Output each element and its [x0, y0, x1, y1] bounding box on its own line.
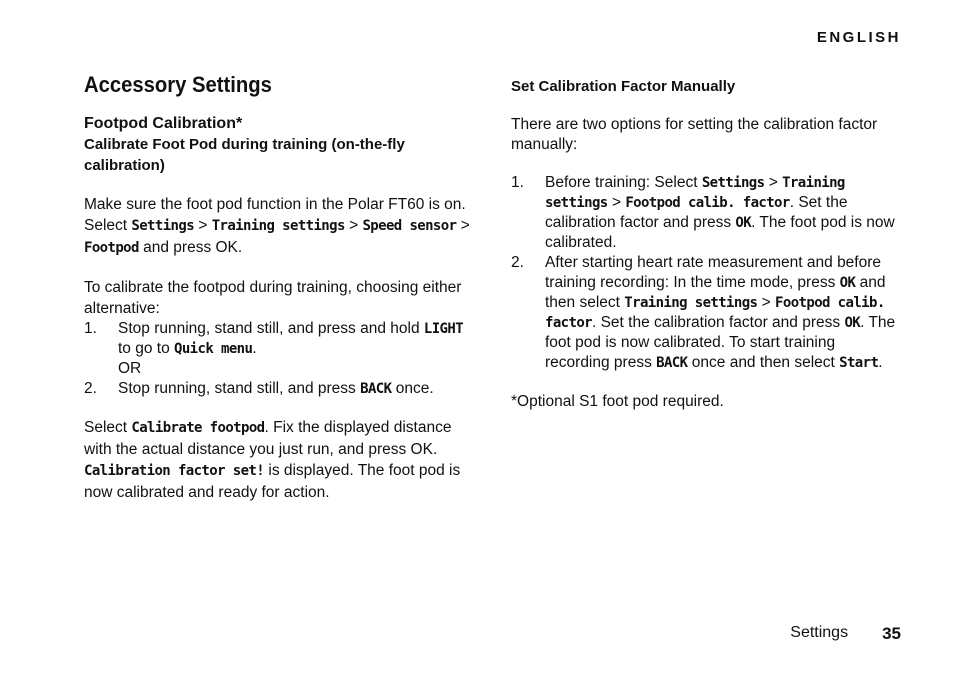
ui-term-training-settings: Training settings — [624, 295, 758, 311]
ui-term-ok: OK — [844, 315, 861, 331]
right-column — [511, 72, 901, 412]
list-item: 2. After starting heart rate measurement and before training recording: In the time mode, press OK and then select Training settings > Footpod calib. factor. Set the calibration factor and press OK. The foot pod is now calibrated. To start training recording press BACK once and then select Start. — [511, 254, 896, 371]
ui-term-settings: Settings — [701, 175, 765, 191]
ui-term-footpod: Footpod — [84, 240, 139, 256]
calibration-steps-list — [84, 319, 476, 399]
left-column — [84, 72, 476, 503]
footnote: *Optional S1 foot pod required. — [511, 393, 724, 410]
section-subtitle: Footpod Calibration* — [84, 115, 243, 132]
list-item: 1. Before training: Select Settings > Training settings > Footpod calib. factor. Set the calibration factor and press OK. The foot pod is now calibrated. — [511, 174, 895, 251]
ui-term-settings: Settings — [131, 218, 195, 234]
list-item: 1. Stop running, stand still, and press and hold LIGHT to go to Quick menu. OR — [84, 320, 464, 377]
ui-term-start: Start — [839, 355, 879, 371]
footer-section-name: Settings — [790, 624, 849, 641]
manual-steps-list — [511, 173, 901, 373]
intro-paragraph: Make sure the foot pod function in the Polar FT60 is on. Select Settings > Training settings > Speed sensor > Footpod and press OK. — [84, 196, 470, 256]
ui-term-training-settings: Training settings — [211, 218, 345, 234]
page-number: 35 — [882, 624, 901, 643]
ui-term-footpod-calib-factor: Footpod calib. factor — [545, 295, 885, 331]
ui-term-back: BACK — [656, 355, 688, 371]
ui-term-light: LIGHT — [423, 321, 464, 337]
ui-term-speed-sensor: Speed sensor — [362, 218, 457, 234]
ui-term-calibration-factor-set: Calibration factor set! — [84, 463, 265, 479]
calibrate-instructions: To calibrate the footpod during training, choosing either alternative: — [84, 279, 462, 317]
page-title: Accessory Settings — [84, 72, 272, 97]
section-subheading: Calibrate Foot Pod during training (on-the-fly calibration) — [84, 136, 405, 174]
manual-calibration-heading: Set Calibration Factor Manually — [511, 78, 736, 95]
ui-term-calibrate-footpod: Calibrate footpod — [131, 420, 265, 436]
page-footer — [790, 624, 901, 644]
ui-term-ok: OK — [839, 275, 856, 291]
select-paragraph: Select Calibrate footpod. Fix the displayed distance with the actual distance you just run, and press OK. Calibration factor set! is displayed. The foot pod is now calibrated and ready for action. — [84, 419, 461, 501]
ui-term-back: BACK — [360, 381, 392, 397]
ui-term-training-settings: Training settings — [545, 175, 845, 211]
language-label: ENGLISH — [816, 29, 901, 46]
ui-term-quick-menu: Quick menu — [174, 341, 253, 357]
ui-term-footpod-calib-factor: Footpod calib. factor — [625, 195, 790, 211]
list-item: 2. Stop running, stand still, and press BACK once. — [84, 380, 434, 397]
manual-intro: There are two options for setting the calibration factor manually: — [511, 116, 878, 153]
ui-term-ok: OK — [735, 215, 752, 231]
